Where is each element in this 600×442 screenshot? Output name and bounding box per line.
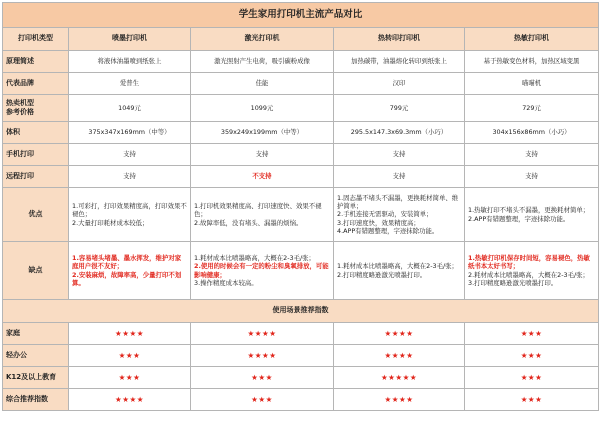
cell-size-transfer: 295.5x147.3x69.3mm（小巧）: [334, 122, 465, 144]
pros-laser-line-2: 2.故障率低，没有堵头、漏墨的烦恼。: [194, 218, 303, 227]
row-label-pros: 优点: [3, 188, 69, 242]
row-label-remote: 远程打印: [3, 166, 69, 188]
header-laser: 激光打印机: [191, 28, 334, 51]
stars-office-thermal: ★★★: [465, 345, 599, 367]
scenario-label-education: K12及以上教育: [3, 367, 69, 389]
row-label-principle: 原理简述: [3, 51, 69, 73]
cell-cons-laser: [191, 242, 334, 300]
cell-price-thermal: 729元: [465, 95, 599, 122]
cell-brand-inkjet: 爱普生: [69, 73, 191, 95]
stars-home-inkjet: ★★★★: [69, 323, 191, 345]
cell-size-laser: 359x249x199mm（中等）: [191, 122, 334, 144]
cons-inkjet-line-1: 1.容易堵头堵墨、墨水挥发，维护对家庭用户很不友好；: [72, 253, 182, 271]
pros-thermal-line-1: 1.热敏打印不堵头不漏墨，更换耗材简单；: [468, 206, 590, 215]
cell-price-laser: 1099元: [191, 95, 334, 122]
cell-remote-laser: 不支持: [191, 166, 334, 188]
stars-education-transfer: ★★★★★: [334, 367, 465, 389]
cell-price-inkjet: 1049元: [69, 95, 191, 122]
pros-inkjet-line-1: 1.可彩打，打印效果精度高，打印效果不褪色；: [72, 202, 187, 219]
stars-office-inkjet: ★★★: [69, 345, 191, 367]
cell-pros-laser: [191, 188, 334, 242]
cell-cons-transfer: [334, 242, 465, 300]
cell-pros-thermal: [465, 188, 599, 242]
stars-overall-laser: ★★★: [191, 389, 334, 411]
cell-mobile-laser: 支持: [191, 144, 334, 166]
cons-transfer-line-2: 2.打印精度略逊激光喷墨打印。: [337, 270, 427, 279]
cons-thermal-line-2: 2.耗材成本比喷墨略高，大概在2-3毛/张；: [468, 270, 589, 279]
cons-laser-line-3: 3.操作精度成本较高。: [194, 278, 258, 287]
cell-pros-inkjet: [69, 188, 191, 242]
cell-brand-transfer: 汉印: [334, 73, 465, 95]
row-label-price-line2: 参考价格: [6, 108, 34, 116]
cell-price-transfer: 799元: [334, 95, 465, 122]
stars-overall-inkjet: ★★★★: [69, 389, 191, 411]
stars-education-laser: ★★★: [191, 367, 334, 389]
cell-principle-laser: 激光照射产生电荷，吸引碳粉成像: [191, 51, 334, 73]
stars-home-thermal: ★★★: [465, 323, 599, 345]
stars-office-transfer: ★★★★: [334, 345, 465, 367]
row-label-cons: 缺点: [3, 242, 69, 300]
cell-mobile-inkjet: 支持: [69, 144, 191, 166]
stars-education-inkjet: ★★★: [69, 367, 191, 389]
row-label-mobile: 手机打印: [3, 144, 69, 166]
scenario-label-home: 家庭: [3, 323, 69, 345]
cell-brand-laser: 佳能: [191, 73, 334, 95]
cell-cons-inkjet: [69, 242, 191, 300]
scenario-label-office: 轻办公: [3, 345, 69, 367]
pros-transfer-line-3: 3.打印速度快，效果精度高；: [337, 218, 420, 227]
pros-laser-line-1: 1.打印机效果精度高、打印速度快、效果不褪色；: [194, 202, 322, 219]
pros-transfer-line-2: 2.手机连接无需驱动，安装简单；: [337, 210, 433, 219]
stars-home-laser: ★★★★: [191, 323, 334, 345]
comparison-table-container: [2, 2, 598, 411]
stars-home-transfer: ★★★★: [334, 323, 465, 345]
cell-mobile-thermal: 支持: [465, 144, 599, 166]
pros-inkjet-line-2: 2.大量打印耗材成本较低；: [72, 218, 149, 227]
scenario-label-overall: 综合推荐指数: [3, 389, 69, 411]
header-inkjet: 喷墨打印机: [69, 28, 191, 51]
cell-principle-inkjet: 将液体油墨喷到纸张上: [69, 51, 191, 73]
cons-laser-line-1: 1.耗材成本比喷墨略高，大概在2-3毛/张；: [194, 253, 315, 262]
row-label-price-line1: 热卖机型: [6, 98, 34, 107]
pros-thermal-line-2: 2.APP有错题整理，字迹抹除功能。: [468, 214, 570, 223]
cell-size-inkjet: 375x347x169mm（中等）: [69, 122, 191, 144]
header-thermal-transfer: 热转印打印机: [334, 28, 465, 51]
row-label-size: 体积: [3, 122, 69, 144]
header-label: 打印机类型: [3, 28, 69, 51]
cons-laser-line-2: 2.使用的时候会有一定的粉尘和臭氧排放，可能影响健康；: [194, 262, 329, 279]
cell-size-thermal: 304x156x86mm（小巧）: [465, 122, 599, 144]
row-label-price: [3, 95, 69, 122]
cell-remote-transfer: 支持: [334, 166, 465, 188]
pros-transfer-line-1: 1.固态墨不堵头不漏墨，更换耗材简单、维护简单；: [337, 193, 459, 210]
table-title: 学生家用打印机主流产品对比: [3, 3, 599, 28]
printer-comparison-table: [2, 2, 599, 411]
cell-pros-transfer: [334, 188, 465, 242]
header-thermal: 热敏打印机: [465, 28, 599, 51]
stars-office-laser: ★★★★: [191, 345, 334, 367]
cell-mobile-transfer: 支持: [334, 144, 465, 166]
cell-principle-transfer: 加热碳带，油墨熔化转印到纸张上: [334, 51, 465, 73]
section-title-scenarios: 使用场景推荐指数: [3, 300, 599, 323]
cons-transfer-line-1: 1.耗材成本比喷墨略高，大概在2-3毛/张；: [337, 262, 458, 271]
cell-cons-thermal: [465, 242, 599, 300]
cons-thermal-line-1: 1.热敏打印机保存时间短，容易褪色，热敏纸书本太好书写；: [468, 253, 590, 271]
stars-education-thermal: ★★★: [465, 367, 599, 389]
cell-principle-thermal: 基于热敏变色材料，加热区域变黑: [465, 51, 599, 73]
cell-brand-thermal: 喵喵机: [465, 73, 599, 95]
cell-remote-thermal: 支持: [465, 166, 599, 188]
pros-transfer-line-4: 4.APP有错题整理，字迹抹除功能。: [337, 226, 439, 235]
cell-remote-inkjet: 支持: [69, 166, 191, 188]
cons-thermal-line-3: 3.打印精度略逊激光喷墨打印。: [468, 278, 558, 287]
row-label-brand: 代表品牌: [3, 73, 69, 95]
cons-inkjet-line-2: 2.安装麻烦，故障率高，少量打印不划算。: [72, 270, 182, 287]
stars-overall-transfer: ★★★★: [334, 389, 465, 411]
stars-overall-thermal: ★★★: [465, 389, 599, 411]
